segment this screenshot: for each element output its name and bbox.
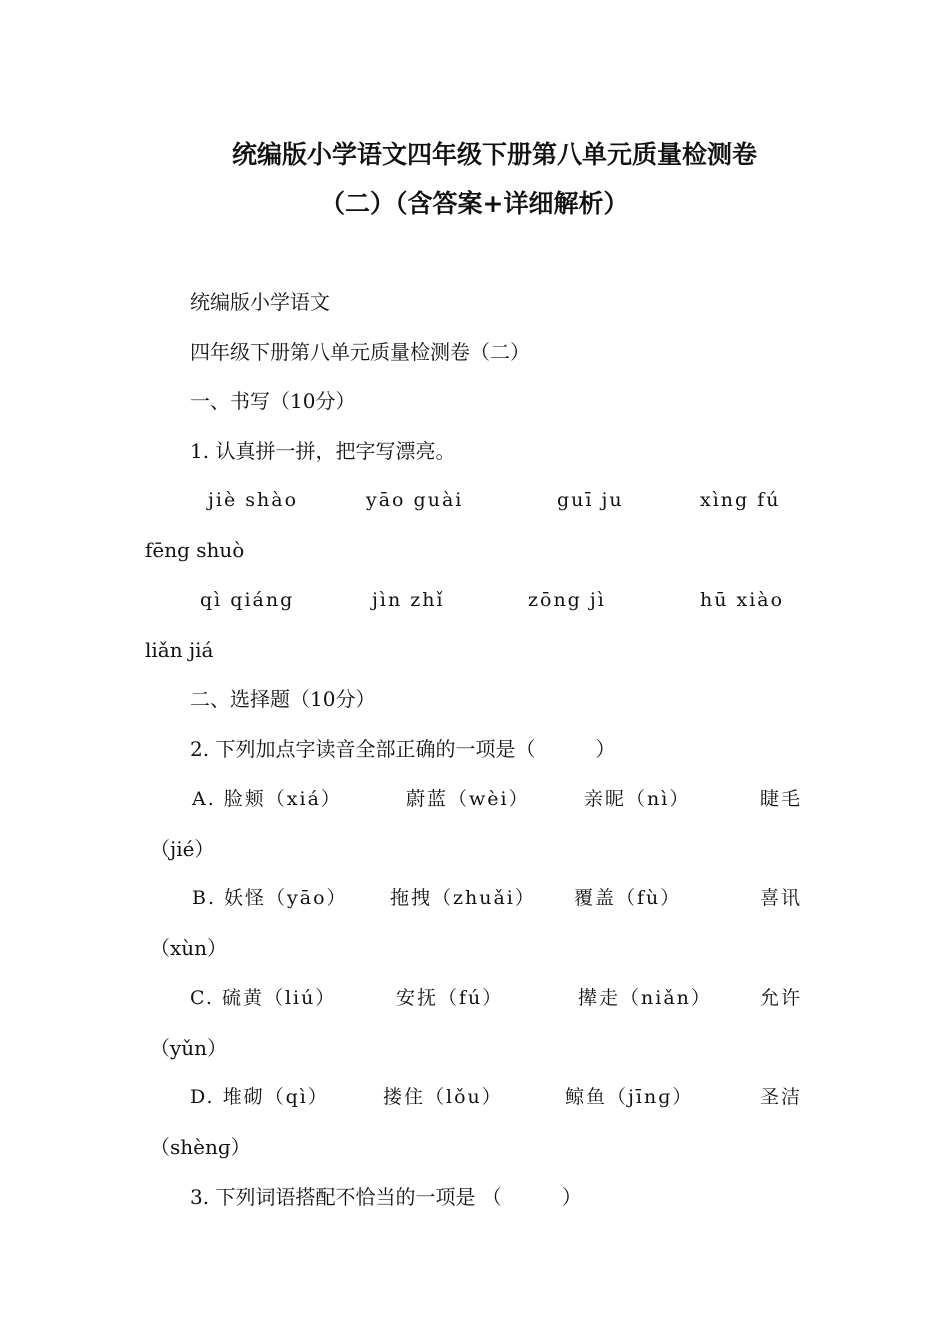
pinyin-row-2-wrap: liǎn jiá <box>145 638 214 662</box>
option-item: 允许 <box>760 987 803 1009</box>
option-a-wrap: （jié） <box>150 837 215 861</box>
paper-name: 四年级下册第八单元质量检测卷（二） <box>190 340 530 364</box>
option-item: 鲸鱼（jīnɡ） <box>565 1086 694 1108</box>
option-b-wrap: （xùn） <box>150 936 228 960</box>
question-1-text: 1. 认真拼一拼，把字写漂亮。 <box>190 439 456 463</box>
option-item: B. 妖怪（yāo） <box>192 887 348 909</box>
option-item: 喜讯 <box>760 887 803 909</box>
pinyin-item: xìng fú <box>700 489 781 511</box>
pinyin-item: jìn zhǐ <box>372 589 445 611</box>
section-1-heading: 一、书写（10分） <box>190 389 356 413</box>
option-item: D. 堆砌（qì） <box>190 1086 329 1108</box>
pinyin-item: guī ju <box>557 489 624 511</box>
option-c-wrap: （yǔn） <box>150 1036 228 1060</box>
option-c <box>0 986 950 1012</box>
pinyin-item: yāo guài <box>366 489 464 511</box>
option-item: 圣洁 <box>760 1086 803 1108</box>
option-item: 安抚（fú） <box>396 987 504 1009</box>
pinyin-row-1-wrap: fēng shuò <box>145 538 245 562</box>
option-item: 拖拽（zhuǎi） <box>390 887 536 909</box>
pinyin-item: zōng jì <box>528 589 606 611</box>
pinyin-row-2 <box>0 588 950 614</box>
option-item: 撵走（niǎn） <box>578 987 712 1009</box>
pinyin-item: hū xiào <box>700 589 785 611</box>
pinyin-item: jiè shào <box>208 489 299 511</box>
option-d-wrap: （shènɡ） <box>150 1135 251 1159</box>
pinyin-item: qì qiáng <box>200 589 295 611</box>
option-item: 覆盖（fù） <box>574 887 682 909</box>
option-b <box>0 886 950 912</box>
option-item: 蔚蓝（wèi） <box>406 788 530 810</box>
option-a <box>0 787 950 813</box>
option-item: 搂住（lǒu） <box>383 1086 503 1108</box>
series-name: 统编版小学语文 <box>190 290 330 314</box>
option-item: 亲昵（nì） <box>584 788 691 810</box>
document-title-line-1: 统编版小学语文四年级下册第八单元质量检测卷 <box>232 140 758 169</box>
document-title-line-2: （二）（含答案+详细解析） <box>320 189 629 218</box>
option-item: C. 硫黄（liú） <box>190 987 337 1009</box>
question-2-text: 2. 下列加点字读音全部正确的一项是（ ） <box>190 737 616 761</box>
section-2-heading: 二、选择题（10分） <box>190 687 376 711</box>
pinyin-row-1 <box>0 488 950 514</box>
option-item: 睫毛 <box>760 788 803 810</box>
option-item: A. 脸颊（xiá） <box>192 788 342 810</box>
question-3-text: 3. 下列词语搭配不恰当的一项是 （ ） <box>190 1185 582 1209</box>
option-d <box>0 1085 950 1111</box>
